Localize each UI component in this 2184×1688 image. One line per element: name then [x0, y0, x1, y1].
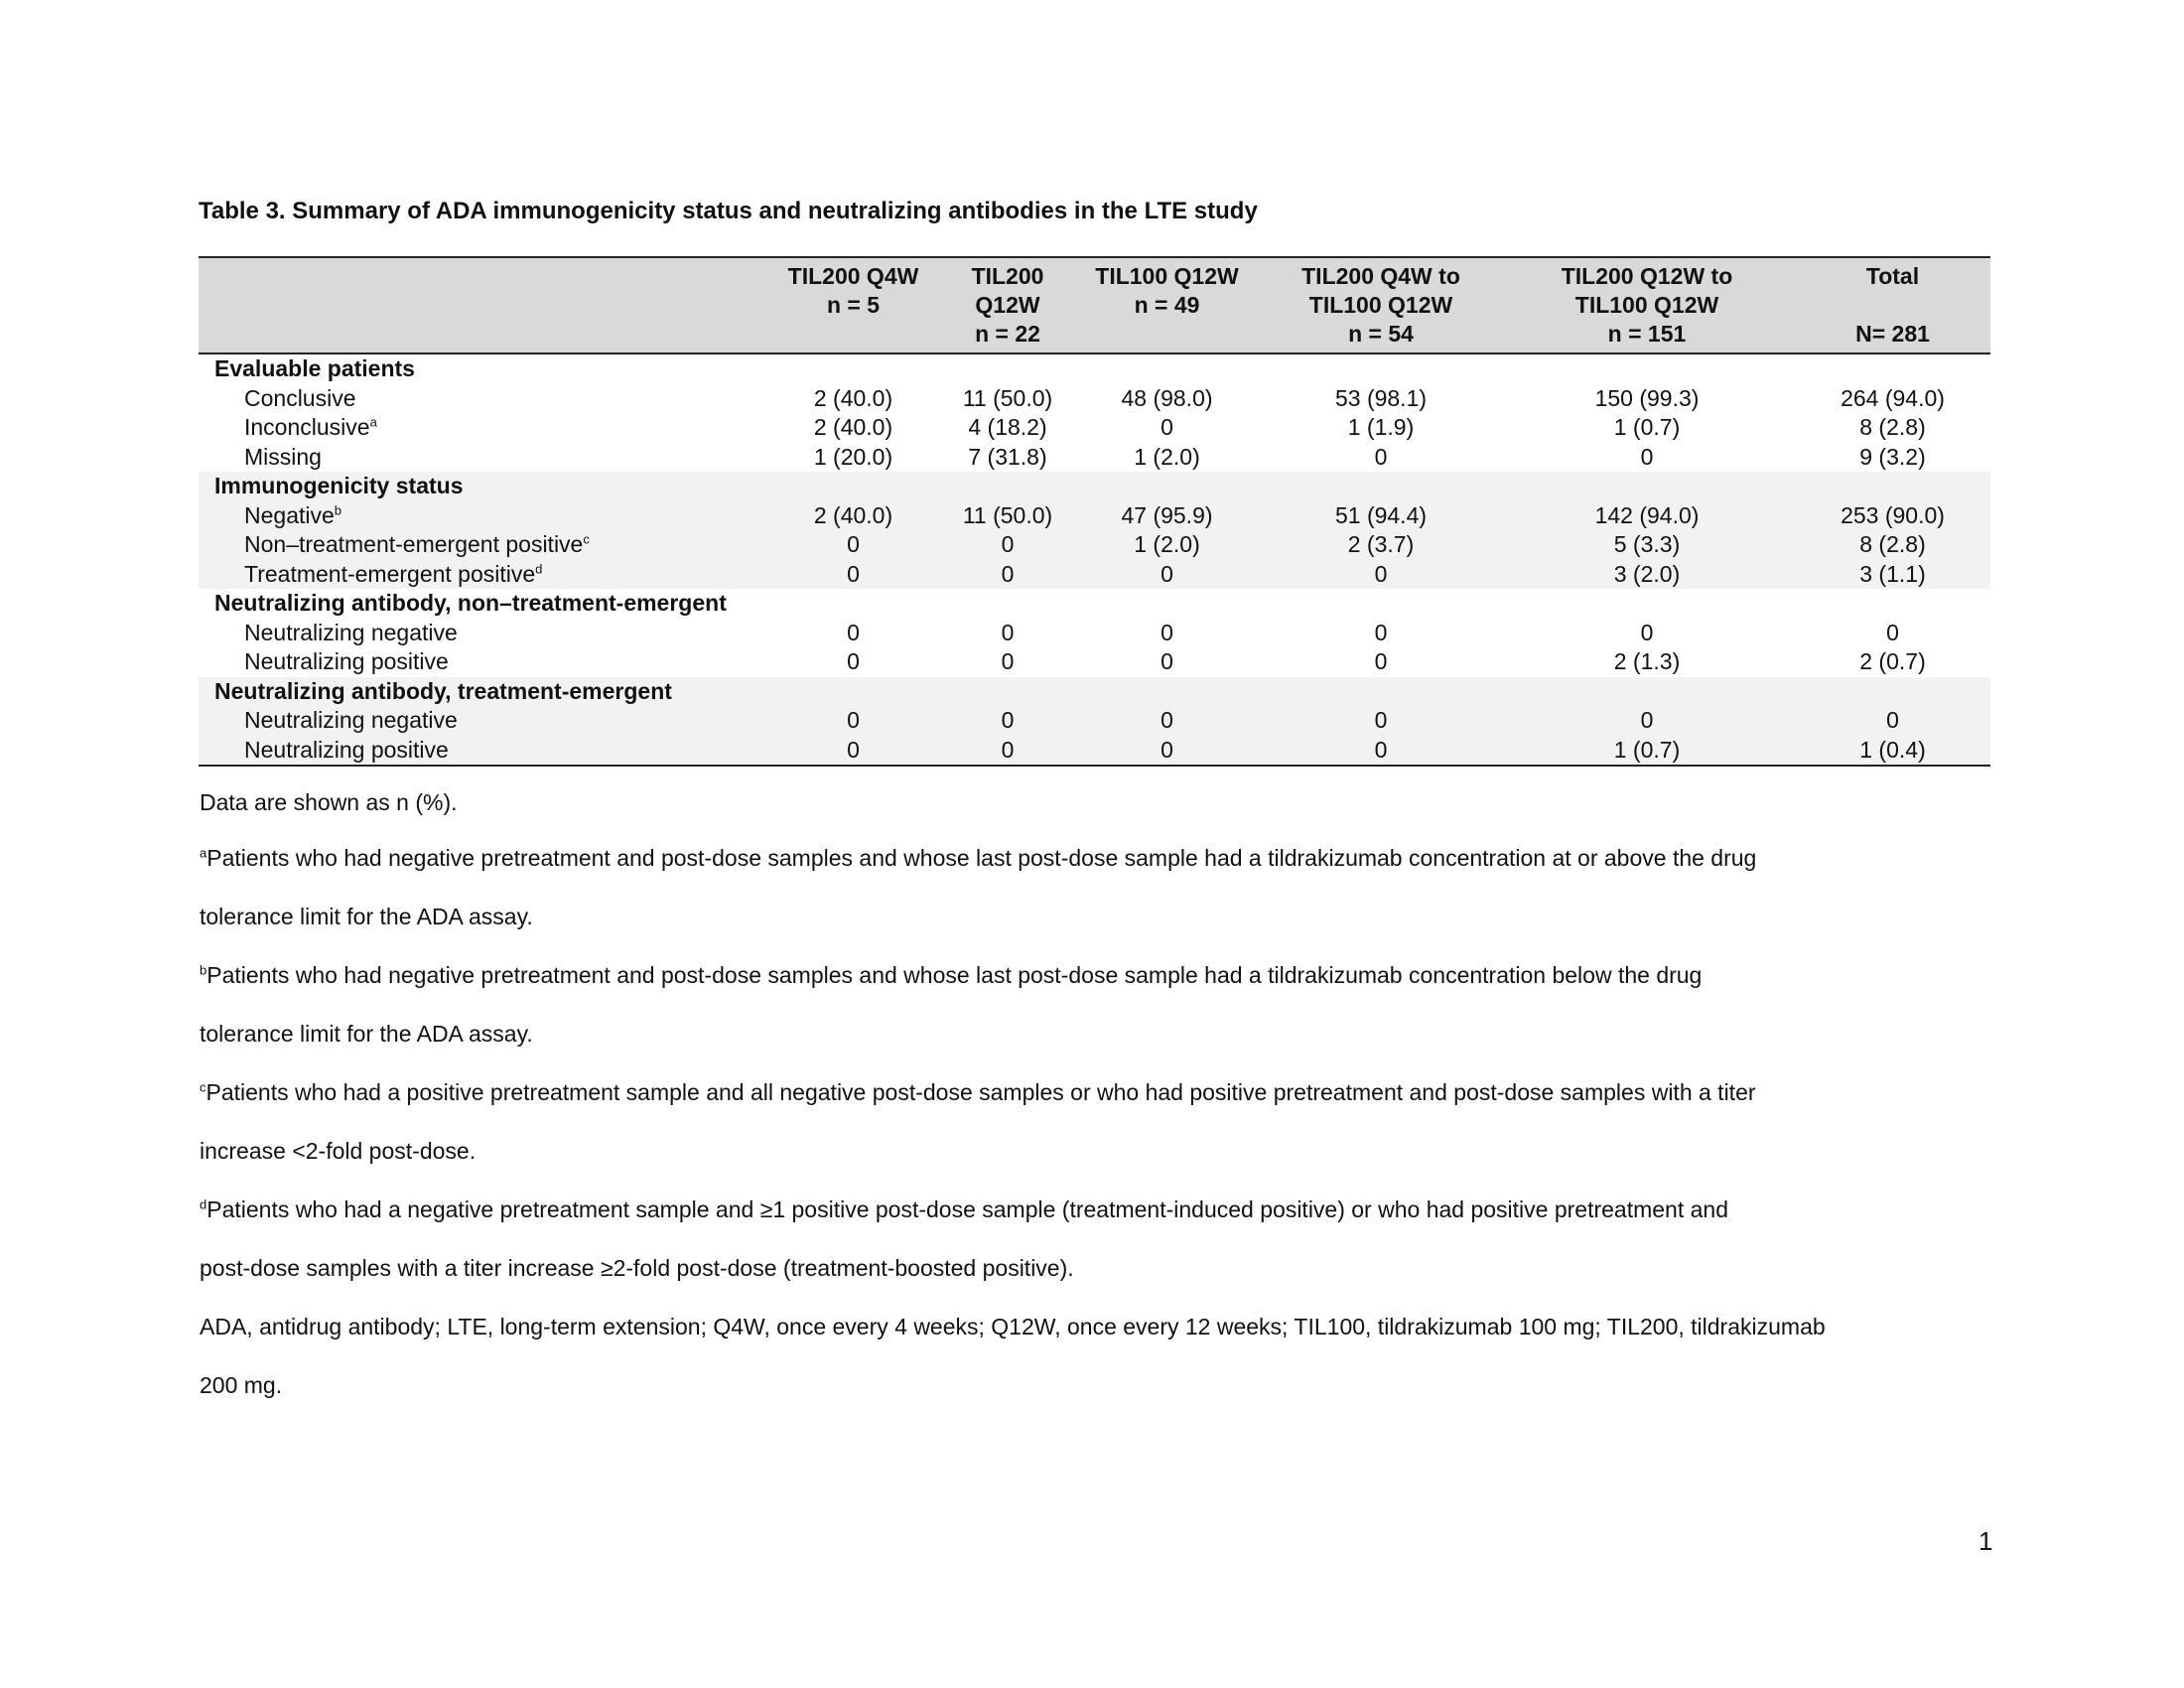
table-cell: 2 (1.3)	[1613, 648, 1681, 675]
data-note: Data are shown as n (%).	[200, 789, 458, 815]
table-cell: 264 (94.0)	[1841, 384, 1945, 411]
table-cell: 0	[1001, 648, 1015, 675]
table-cell: 0	[1263, 736, 1499, 767]
section-row	[199, 353, 1990, 384]
table-cell: 4 (18.2)	[968, 414, 1047, 441]
table-cell: 7 (31.8)	[968, 443, 1047, 470]
table-cell: 0	[762, 560, 944, 590]
table-cell: 5 (3.3)	[1499, 530, 1795, 560]
table-row	[199, 560, 1990, 590]
row-label: Neutralizing positive	[199, 736, 762, 767]
row-label: Neutralizing positive	[244, 648, 449, 675]
table-cell: 2 (40.0)	[813, 414, 893, 441]
row-label: Non–treatment-emergent positive$^c$	[199, 530, 762, 560]
footnote-mark: a	[369, 414, 377, 430]
table-cell: 8 (2.8)	[1859, 414, 1926, 441]
table-cell: 2 (0.7)	[1859, 648, 1926, 675]
table-cell: 0	[762, 736, 944, 767]
table-cell: 0	[944, 706, 1071, 736]
ada-summary-table	[199, 256, 1990, 767]
abbreviations-line2: 200 mg.	[200, 1372, 283, 1398]
table-cell: 1 (0.4)	[1795, 736, 1990, 767]
section-label: Immunogenicity status	[199, 472, 1990, 501]
table-cell: 1 (2.0)	[1071, 530, 1263, 560]
page-number: 1	[1979, 1526, 1993, 1556]
empty-cell	[762, 589, 1990, 619]
header-col-2: TIL200 Q12W n = 22	[944, 257, 1071, 353]
table-cell: 150 (99.3)	[1594, 384, 1700, 411]
footnote-a-line2: tolerance limit for the ADA assay.	[200, 904, 533, 929]
table-row	[199, 647, 1990, 677]
table-cell: 0	[1071, 706, 1263, 736]
section-label: Evaluable patients	[214, 355, 415, 382]
table-cell: 1 (1.9)	[1347, 414, 1415, 441]
table-cell: 8 (2.8)	[1795, 530, 1990, 560]
table-cell: 0	[944, 530, 1071, 560]
table-cell: 0	[1263, 706, 1499, 736]
footnote-mark: d	[535, 561, 543, 577]
row-label: Neutralizing negative	[244, 619, 458, 645]
table-row	[199, 443, 1990, 473]
footnote-d-line2: post-dose samples with a titer increase ≥2-fold post-dose (treatment-boosted positive).	[200, 1255, 1074, 1281]
table-cell: 11 (50.0)	[962, 384, 1053, 411]
table-cell: 51 (94.4)	[1263, 501, 1499, 531]
table-cell: 2 (3.7)	[1263, 530, 1499, 560]
table-cell: 2 (40.0)	[813, 384, 893, 411]
table-row	[199, 384, 1990, 414]
table-cell: 0	[1374, 443, 1388, 470]
table-cell: 0	[1160, 648, 1173, 675]
table-cell: 0	[1886, 619, 1899, 645]
table-cell: 1 (20.0)	[813, 443, 893, 470]
table-row	[199, 619, 1990, 648]
footnote-b-line2: tolerance limit for the ADA assay.	[200, 1021, 533, 1047]
table-cell: 3 (2.0)	[1499, 560, 1795, 590]
footnote-c-line1: $^c$Patients who had a positive pretreatment sample and all negative post-dose samples or who had positive pretreatment and post-dose samples with a titer	[200, 1079, 1756, 1105]
table-cell: 0	[1071, 736, 1263, 767]
table-cell: 0	[944, 736, 1071, 767]
table-cell: 48 (98.0)	[1121, 384, 1213, 411]
table-cell: 253 (90.0)	[1795, 501, 1990, 531]
footnote-a-line1: $^a$Patients who had negative pretreatment and post-dose samples and whose last post-dose sample had a tildrakizumab concentration at or above the drug	[200, 845, 1757, 871]
table-cell: 3 (1.1)	[1795, 560, 1990, 590]
table-cell: 0	[1640, 443, 1654, 470]
table-cell: 0	[762, 706, 944, 736]
header-col-total: Total N= 281	[1795, 257, 1990, 353]
table-cell: 0	[1160, 619, 1173, 645]
table-row	[199, 736, 1990, 767]
table-title: Table 3. Summary of ADA immunogenicity status and neutralizing antibodies in the LTE study	[199, 198, 1258, 224]
table-cell: 1 (0.7)	[1499, 736, 1795, 767]
footnote-c-line2: increase <2-fold post-dose.	[200, 1138, 477, 1164]
table-row	[199, 413, 1990, 443]
footnote-mark: c	[583, 531, 590, 547]
row-label: Negative$^b$	[199, 501, 762, 531]
abbreviations-line1: ADA, antidrug antibody; LTE, long-term extension; Q4W, once every 4 weeks; Q12W, once every 12 weeks; TIL100, tildrakizumab 100 mg; TIL200, tildrakizumab	[200, 1314, 1826, 1339]
section-row	[199, 677, 1990, 707]
table-header-row	[199, 257, 1990, 353]
section-row	[199, 589, 1990, 619]
table-cell: 0	[762, 530, 944, 560]
section-label: Neutralizing antibody, treatment-emergent	[199, 677, 1990, 707]
table-cell: 53 (98.1)	[1334, 384, 1428, 411]
table-row	[199, 501, 1990, 531]
table-cell: 0	[1071, 560, 1263, 590]
table-cell: 142 (94.0)	[1499, 501, 1795, 531]
footnote-mark: b	[334, 502, 342, 518]
table-cell: 0	[847, 619, 860, 645]
row-label: Treatment-emergent positive$^d$	[199, 560, 762, 590]
table-cell: 9 (3.2)	[1859, 443, 1926, 470]
table-cell: 0	[1795, 706, 1990, 736]
table-cell: 1 (2.0)	[1134, 443, 1200, 470]
table-cell: 0	[847, 648, 860, 675]
row-label: Missing	[244, 443, 322, 470]
header-blank	[199, 257, 762, 353]
footnote-b-line1: $^b$Patients who had negative pretreatment and post-dose samples and whose last post-dose sample had a tildrakizumab concentration below the drug	[200, 962, 1703, 988]
table-cell: 0	[1499, 706, 1795, 736]
header-col-4: TIL200 Q4W to TIL100 Q12W n = 54	[1263, 257, 1499, 353]
table-cell: 0	[1001, 619, 1015, 645]
table-cell: 0	[1374, 648, 1388, 675]
table-row	[199, 530, 1990, 560]
row-label: Neutralizing negative	[199, 706, 762, 736]
section-row	[199, 472, 1990, 501]
header-col-3: TIL100 Q12W n = 49	[1071, 257, 1263, 353]
table-cell: 11 (50.0)	[944, 501, 1071, 531]
table-cell: 47 (95.9)	[1071, 501, 1263, 531]
header-col-1: TIL200 Q4W n = 5	[762, 257, 944, 353]
table-cell: 0	[1640, 619, 1654, 645]
row-label: Inconclusive$^a$	[244, 414, 377, 441]
footnote-d-line1: $^d$Patients who had a negative pretreatment sample and ≥1 positive post-dose sample (treatment-induced positive) or who had positive pretreatment and	[200, 1196, 1728, 1222]
table-cell: 2 (40.0)	[762, 501, 944, 531]
table-row	[199, 706, 1990, 736]
table-cell: 1 (0.7)	[1613, 414, 1681, 441]
table-cell: 0	[944, 560, 1071, 590]
header-col-5: TIL200 Q12W to TIL100 Q12W n = 151	[1499, 257, 1795, 353]
table-cell: 0	[1263, 560, 1499, 590]
table-cell: 0	[1374, 619, 1388, 645]
table-cell: 0	[1160, 414, 1173, 441]
section-label: Neutralizing antibody, non–treatment-emergent	[214, 590, 727, 617]
row-label: Conclusive	[244, 384, 356, 411]
